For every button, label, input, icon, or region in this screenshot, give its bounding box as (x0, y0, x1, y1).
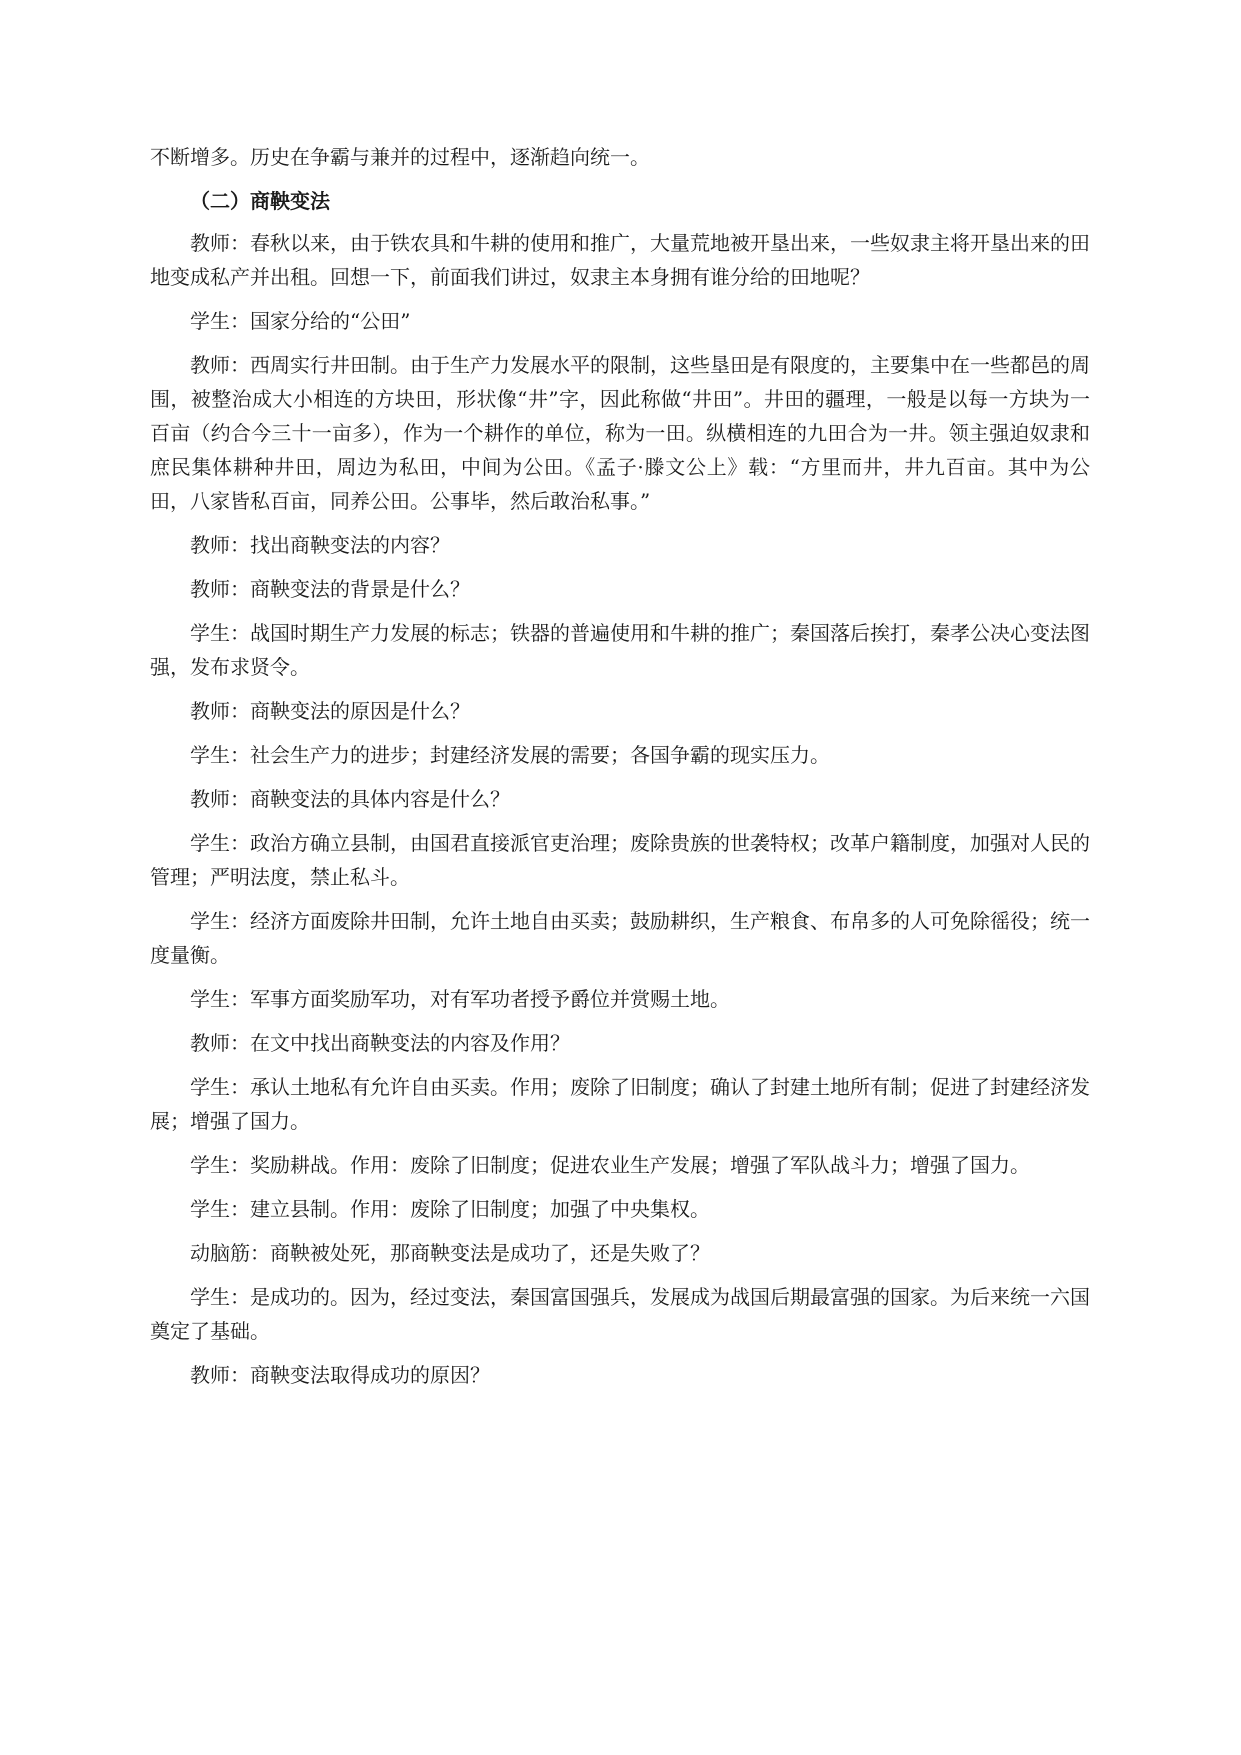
paragraph-2: 学生：国家分给的“公田” (190, 309, 411, 333)
paragraph-5: 教师：商鞅变法的背景是什么？ (190, 577, 470, 601)
paragraph-18: 学生：是成功的。因为，经过变法，秦国富国强兵，发展成为战国后期最富强的国家。为后来统一六国奠定了基础。 (150, 1285, 1090, 1343)
paragraph-1: 教师：春秋以来，由于铁农具和牛耕的使用和推广，大量荒地被开垦出来，一些奴隶主将开垦出来的田地变成私产并出租。回想一下，前面我们讲过，奴隶主本身拥有谁分给的田地呢？ (150, 231, 1090, 289)
paragraph-4: 教师：找出商鞅变法的内容？ (190, 533, 450, 557)
document-page (150, 140, 1090, 1392)
paragraph-13: 教师：在文中找出商鞅变法的内容及作用？ (190, 1031, 570, 1055)
paragraph-10: 学生：政治方确立县制，由国君直接派官吏治理；废除贵族的世袭特权；改革户籍制度，加强对人民的管理；严明法度，禁止私斗。 (150, 831, 1090, 889)
paragraph-8: 学生：社会生产力的进步；封建经济发展的需要；各国争霸的现实压力。 (190, 743, 830, 767)
paragraph-7: 教师：商鞅变法的原因是什么？ (190, 699, 470, 723)
continuation-paragraph: 不断增多。历史在争霸与兼并的过程中，逐渐趋向统一。 (150, 145, 650, 169)
paragraph-9: 教师：商鞅变法的具体内容是什么？ (190, 787, 510, 811)
paragraph-12: 学生：军事方面奖励军功，对有军功者授予爵位并赏赐土地。 (190, 987, 730, 1011)
paragraph-16: 学生：建立县制。作用：废除了旧制度；加强了中央集权。 (190, 1197, 710, 1221)
section-heading: （二）商鞅变法 (190, 189, 330, 213)
paragraph-19: 教师：商鞅变法取得成功的原因？ (190, 1363, 490, 1387)
paragraph-15: 学生：奖励耕战。作用：废除了旧制度；促进农业生产发展；增强了军队战斗力；增强了国力。 (190, 1153, 1030, 1177)
paragraph-17: 动脑筋：商鞅被处死，那商鞅变法是成功了，还是失败了？ (190, 1241, 710, 1265)
paragraph-6: 学生：战国时期生产力发展的标志；铁器的普遍使用和牛耕的推广；秦国落后挨打，秦孝公决心变法图强，发布求贤令。 (150, 621, 1090, 679)
paragraph-11: 学生：经济方面废除井田制，允许土地自由买卖；鼓励耕织，生产粮食、布帛多的人可免除徭役；统一度量衡。 (150, 909, 1090, 967)
paragraph-14: 学生：承认土地私有允许自由买卖。作用；废除了旧制度；确认了封建土地所有制；促进了封建经济发展；增强了国力。 (150, 1075, 1090, 1133)
paragraph-3: 教师：西周实行井田制。由于生产力发展水平的限制，这些垦田是有限度的，主要集中在一些都邑的周围，被整治成大小相连的方块田，形状像“井”字，因此称做“井田”。井田的疆理，一般是以每一方块为一百亩（约合今三十一亩多），作为一个耕作的单位，称为一田。纵横相连的九田合为一井。领主强迫奴隶和庶民集体耕种井田，周边为私田，中间为公田。《孟子·滕文公上》载：“方里而井，井九百亩。其中为公田，八家皆私百亩，同养公田。公事毕，然后敢治私事。” (150, 353, 1090, 513)
